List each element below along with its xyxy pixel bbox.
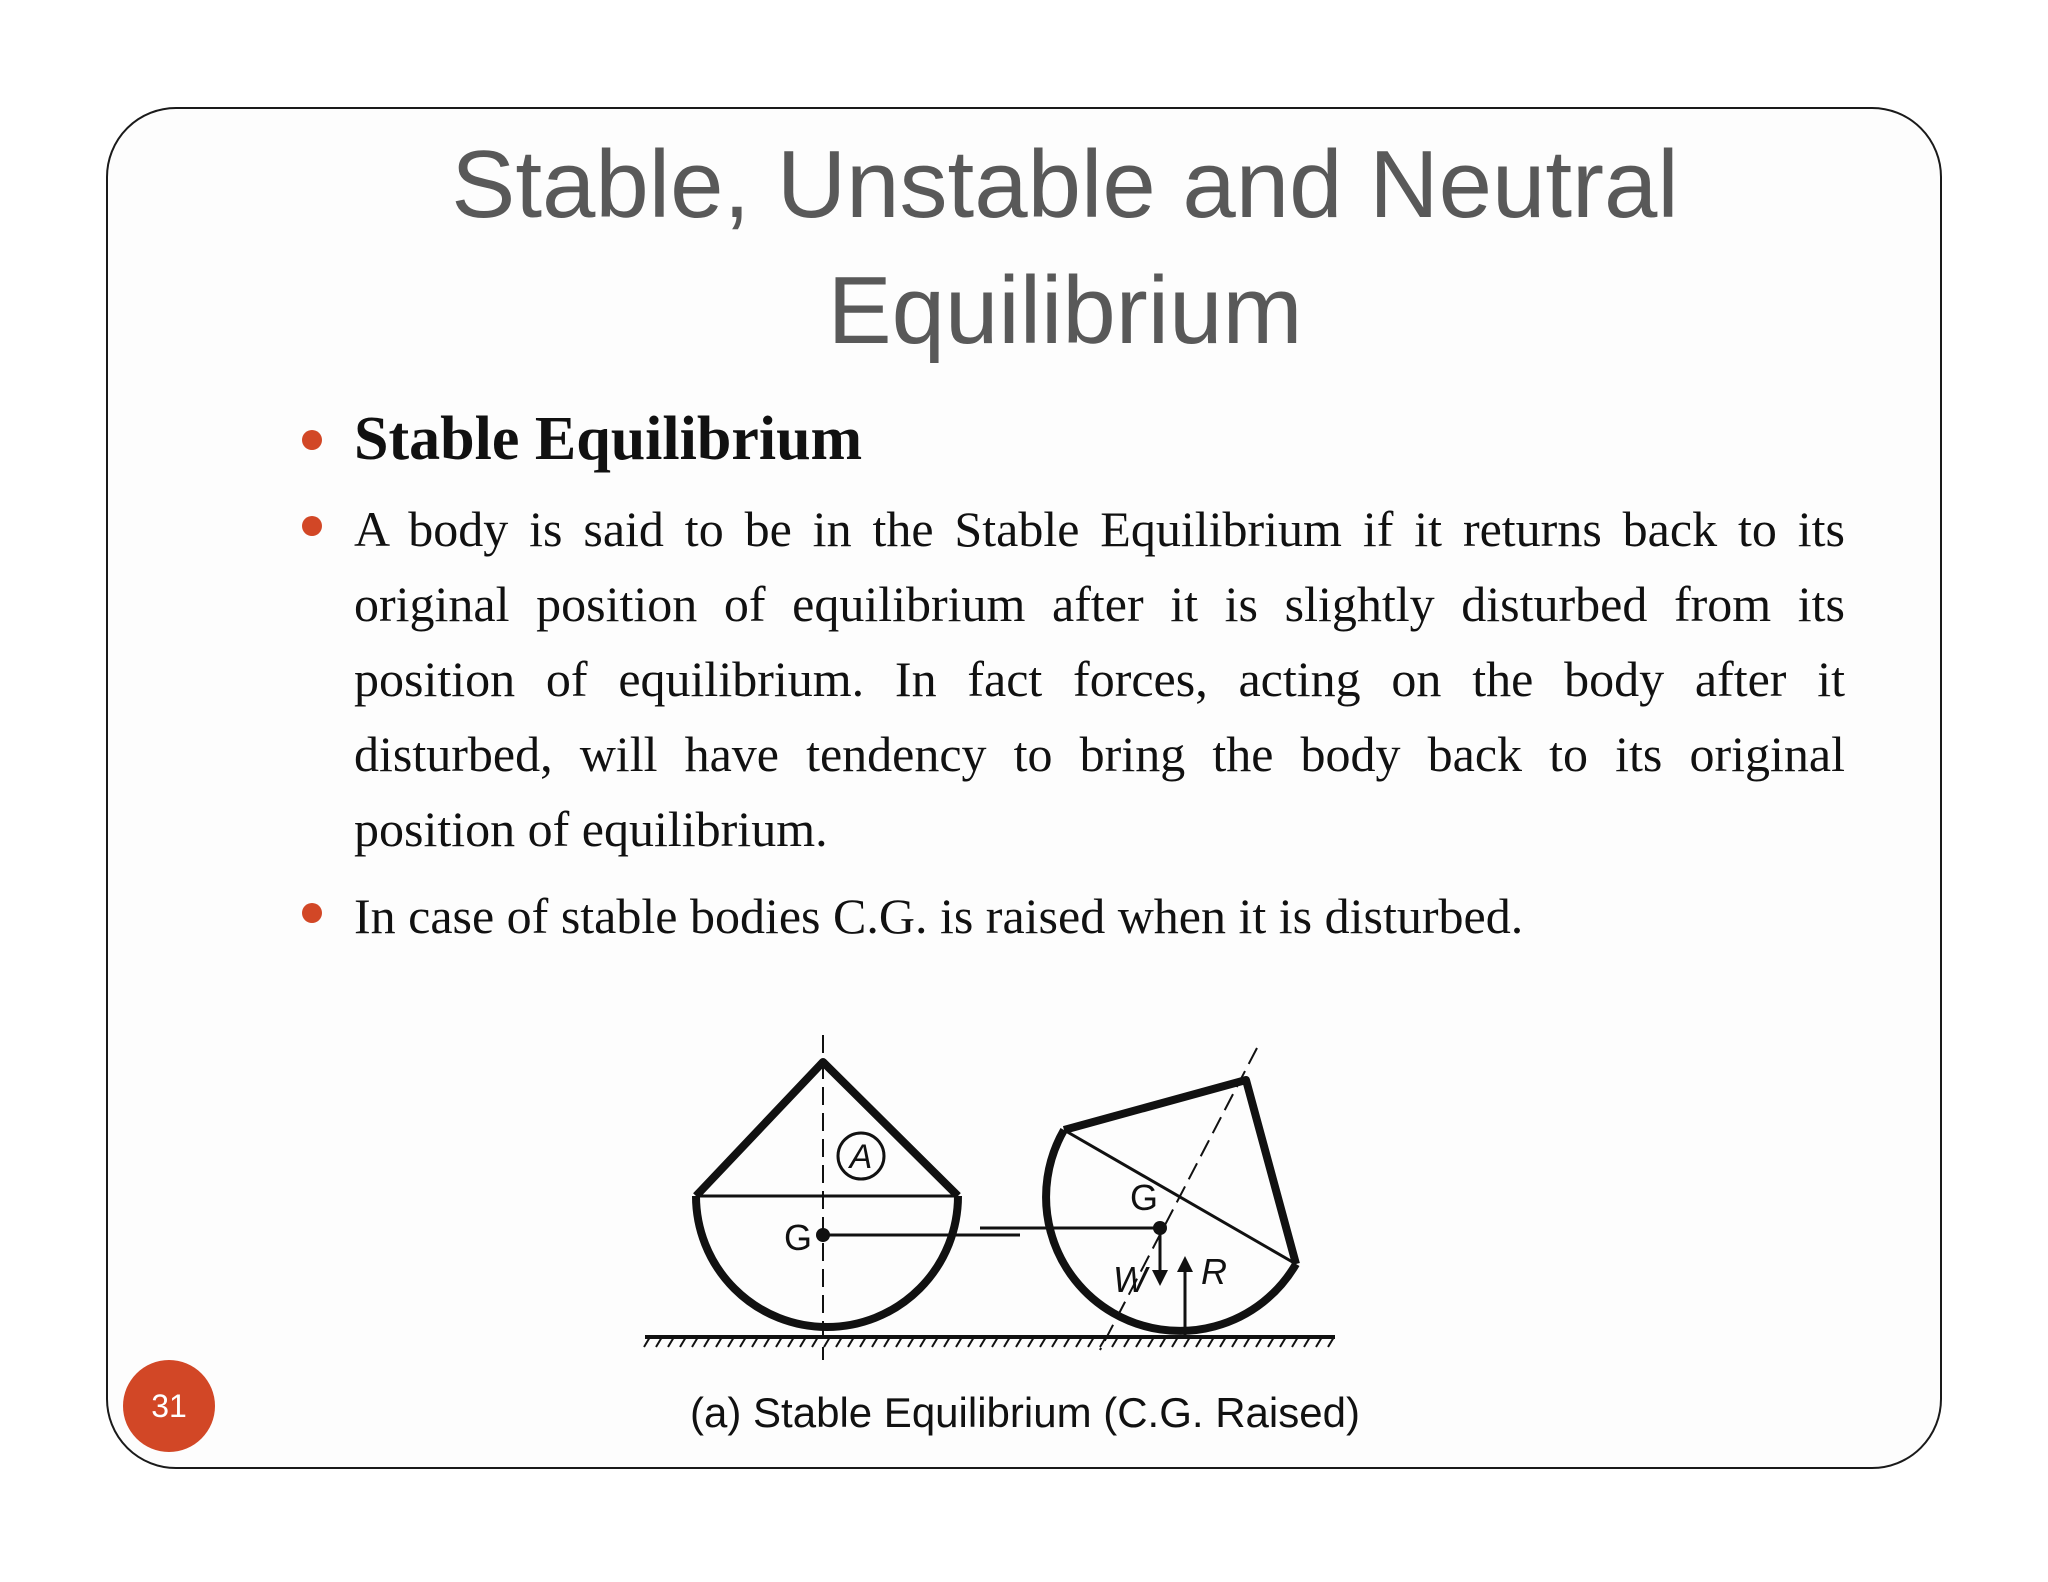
bullet-cg-note (300, 879, 1845, 954)
bullet-dot-icon (302, 430, 322, 450)
bullet-list (300, 398, 1845, 954)
label-w: W (1113, 1259, 1147, 1300)
bullet-definition-text: A body is said to be in the Stable Equilibrium if it returns back to its original position of equilibrium after it is slightly disturbed from its position of equilibrium. In fact forces, acting on the body after it disturbed, will have tendency to bring the body back to its original position of equilibrium. (354, 501, 1845, 857)
bullet-definition (300, 492, 1845, 867)
label-g-left: G (783, 1217, 813, 1258)
label-r: R (1201, 1251, 1227, 1292)
bullet-dot-icon (302, 516, 322, 536)
bullet-heading-text: Stable Equilibrium (354, 405, 863, 473)
bullet-dot-icon (302, 903, 322, 923)
slide-title-line-1: Stable, Unstable and Neutral (451, 131, 1679, 238)
page-number-badge: 31 (123, 1360, 215, 1452)
bullet-heading (300, 398, 1845, 480)
cg-dot-left (816, 1228, 830, 1242)
slide-title-line-2: Equilibrium (827, 257, 1303, 364)
bullet-cg-note-text: In case of stable bodies C.G. is raised when it is disturbed. (354, 888, 1524, 944)
label-a: A (849, 1138, 873, 1176)
label-g-right: G (1129, 1177, 1159, 1218)
slide-title (240, 122, 1890, 374)
upright-body (696, 1035, 1020, 1360)
figure-caption: (a) Stable Equilibrium (C.G. Raised) (690, 1389, 1360, 1436)
